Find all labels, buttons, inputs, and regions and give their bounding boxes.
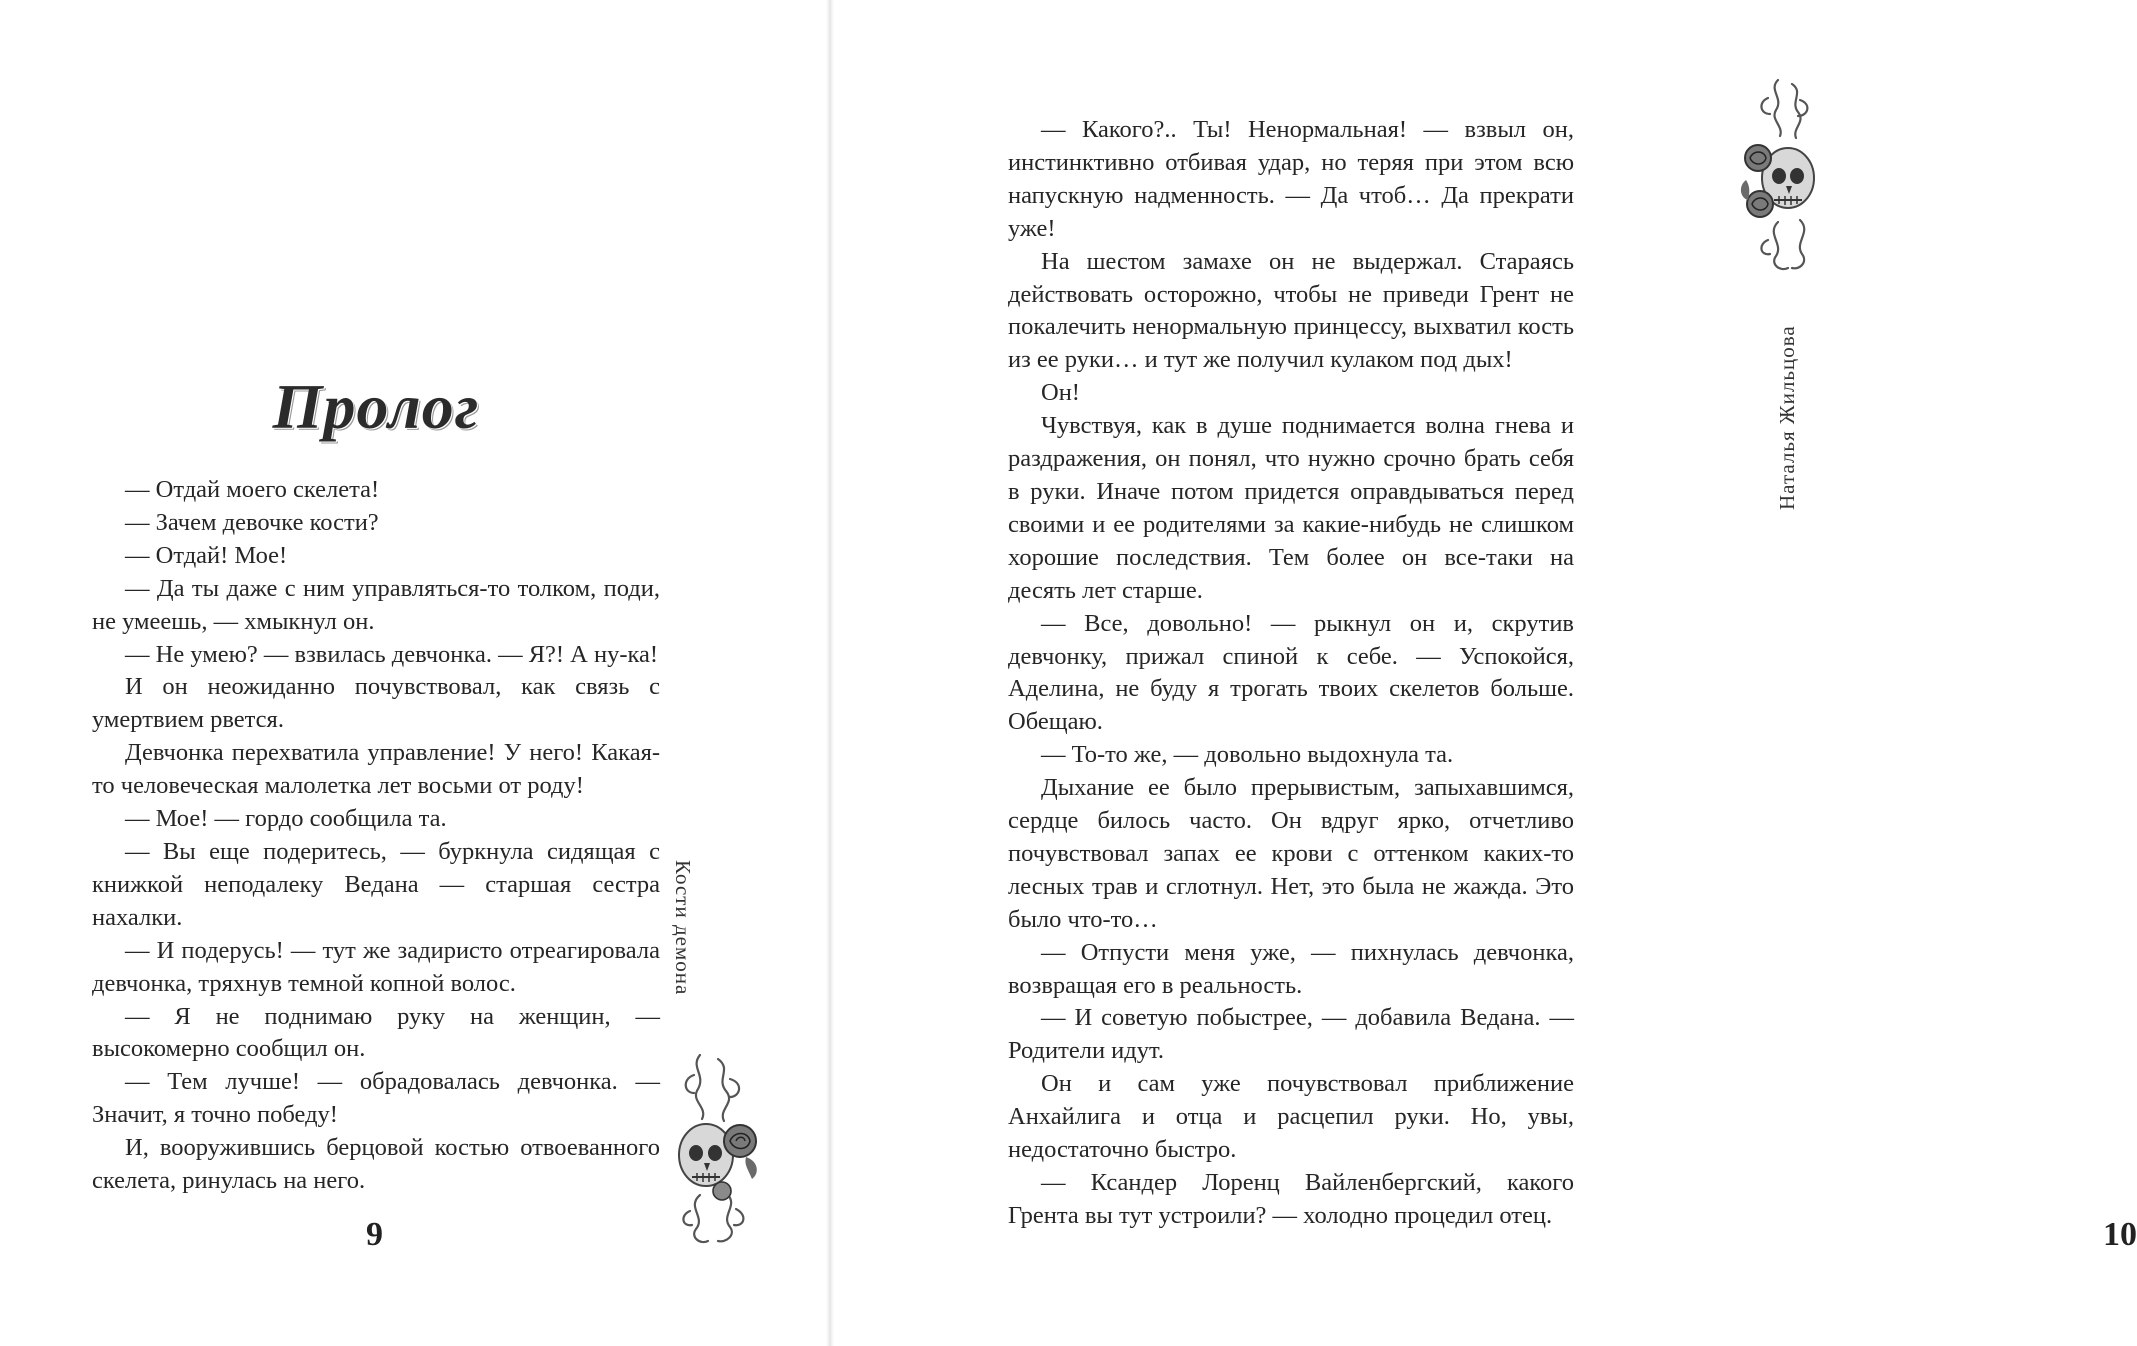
skull-rose-ornament-icon [1738, 72, 1828, 277]
skull-rose-ornament-icon [660, 1045, 770, 1250]
paragraph: — Ксандер Лоренц Вайленбергский, какого Грента вы тут устроили? — холодно процедил отец. [1008, 1169, 1574, 1229]
running-head-author: Наталья Жильцова [1775, 325, 1799, 510]
paragraph: — Да ты даже с ним управляться-то толком, поди, не умеешь, — хмыкнул он. [92, 574, 660, 635]
paragraph: На шестом замахе он не выдержал. Стараясь действовать осторожно, чтобы не приведи Грент не покалечить ненормальную принцессу, выхватил кость из ее руки… и тут же получил кулаком под дых! [1008, 247, 1574, 374]
paragraph: — Тем лучше! — обрадовалась девчонка. — Значит, я точно победу! [92, 1068, 660, 1129]
paragraph: Дыхание ее было прерывистым, запыхавшимся, сердце билось часто. Он вдруг ярко, отчетливо почувствовал запах ее крови с оттенком каких-то лесных трав и сглотнул. Нет, это была не жажда. Это было что-то… [1008, 774, 1574, 933]
paragraph: — Отпусти меня уже, — пихнулась девчонка, возвращая его в реальность. [1008, 938, 1574, 999]
paragraph: — Все, довольно! — рыкнул он и, скрутив девчонку, прижал спиной к себе. — Успокойся, Аделина, не буду я трогать твоих скелетов больше. Обещаю. [1008, 609, 1574, 736]
chapter-title: Пролог [272, 371, 480, 442]
paragraph: — И подерусь! — тут же задиристо отреагировала девчонка, тряхнув темной копной волос. [92, 936, 660, 997]
paragraph: Он! [1041, 379, 1080, 407]
left-page-text [92, 474, 660, 1198]
paragraph: И, вооружившись берцовой костью отвоеванного скелета, ринулась на него. [92, 1134, 660, 1195]
page-number: 10 [2103, 1216, 2137, 1253]
paragraph: — Не умею? — взвилась девчонка. — Я?! А ну-ка! [125, 640, 659, 668]
running-head-book-title: Кости демона [671, 860, 695, 996]
paragraph: И он неожиданно почувствовал, как связь с умертвием рвется. [92, 673, 660, 734]
left-page [0, 0, 830, 1346]
paragraph: — Какого?.. Ты! Ненормальная! — взвыл он, инстинктивно отбивая удар, но теряя при этом всю напускную надменность. — Да чтоб… Да прекрати уже! [1008, 116, 1574, 242]
right-page-text [1008, 114, 1574, 1233]
page-number: 9 [366, 1216, 383, 1253]
paragraph: — Вы еще подеритесь, — буркнула сидящая с книжкой неподалеку Ведана — старшая сестра нахалки. [92, 837, 660, 931]
paragraph: — Мое! — гордо сообщила та. [125, 805, 447, 833]
paragraph: Девчонка перехватила управление! У него! Какая-то человеческая малолетка лет восьми от роду! [92, 739, 660, 800]
paragraph: Он и сам уже почувствовал приближение Анхайлига и отца и расцепил руки. Но, увы, недостаточно быстро. [1008, 1070, 1574, 1164]
paragraph: Чувствуя, как в душе поднимается волна гнева и раздражения, он понял, что нужно срочно брать себя в руки. Иначе потом придется оправдываться перед своими и ее родителями за какие-нибудь не слишком хорошие последствия. Тем более он все-таки на десять лет старше. [1008, 412, 1574, 604]
paragraph: — То-то же, — довольно выдохнула та. [1041, 741, 1454, 769]
paragraph: — Зачем девочке кости? [125, 508, 379, 536]
paragraph: — И советую побыстрее, — добавила Ведана. — Родители идут. [1008, 1004, 1574, 1065]
paragraph: — Отдай моего скелета! [125, 476, 380, 503]
paragraph: — Отдай! Мое! [125, 541, 288, 569]
paragraph: — Я не поднимаю руку на женщин, — высокомерно сообщил он. [92, 1002, 660, 1063]
